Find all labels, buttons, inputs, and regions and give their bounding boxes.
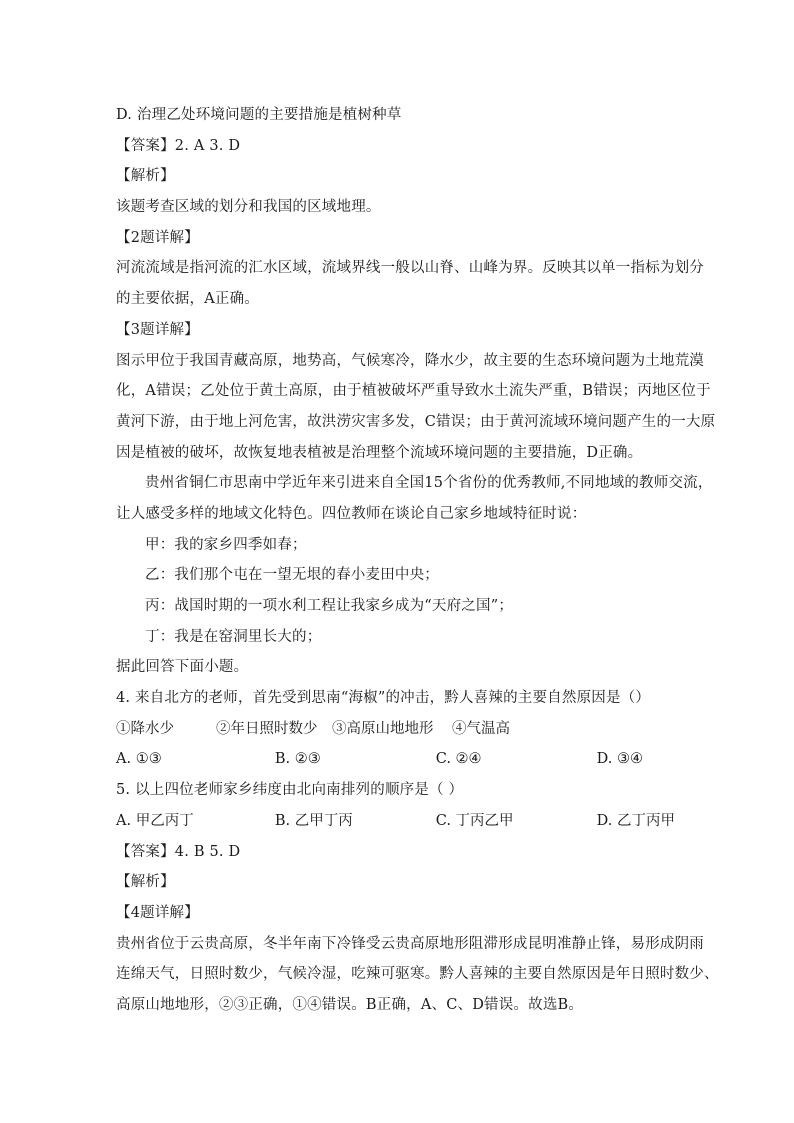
option-choice[interactable]: D. 乙丁丙甲 — [596, 812, 675, 829]
option-choice[interactable]: C. ②④ — [435, 751, 482, 768]
option-d-line: D. 治理乙处环境问题的主要措施是植树种草 — [116, 107, 402, 123]
option-choice[interactable]: C. 丁丙乙甲 — [435, 812, 514, 829]
document-page — [116, 100, 719, 1021]
factor-item: ④气温高 — [452, 720, 510, 737]
analysis-heading-1: 【解析】 — [116, 168, 175, 185]
analysis-heading-2: 【解析】 — [116, 874, 175, 891]
question-2-detail-line: 河流流域是指河流的汇水区域，流域界线一般以山脊、山峰为界。反映其以单一指标为划分 — [116, 260, 704, 277]
answer-4-5: 【答案】4. B 5. D — [116, 843, 241, 860]
question-3-detail-line: 化，A错误；乙处位于黄土高原，由于植被破坏严重导致水土流失严重，B错误；丙地区位于 — [116, 383, 711, 400]
teacher-jia-statement: 甲：我的家乡四季如春； — [145, 536, 307, 553]
answer-2-3: 【答案】2. A 3. D — [116, 137, 241, 154]
question-4-detail-line: 连绵天气，日照时数少，气候冷湿，吃辣可驱寒。黔人喜辣的主要自然原因是年日照时数少、 — [116, 966, 719, 983]
question-3-detail-line: 图示甲位于我国青藏高原，地势高，气候寒冷，降水少，故主要的生态环境问题为土地荒漠 — [116, 352, 704, 369]
question-2-detail-line: 的主要依据，A正确。 — [116, 291, 259, 308]
question-3-detail-line: 黄河下游，由于地上河危害，故洪涝灾害多发，C错误；由于黄河流域环境问题产生的一大原 — [116, 413, 716, 430]
question-4-detail-heading: 【4题详解】 — [116, 904, 199, 921]
option-choice[interactable]: D. ③④ — [596, 751, 643, 768]
question-4-factors — [116, 714, 686, 745]
teacher-bing-statement: 丙：战国时期的一项水利工程让我家乡成为“天府之国”； — [145, 598, 514, 614]
intro-paragraph-line: 贵州省铜仁市思南中学近年来引进来自全国15个省份的优秀教师,不同地域的教师交流， — [145, 475, 713, 492]
intro-paragraph-line: 让人感受多样的地域文化特色。四位教师在谈论自己家乡地域特征时说： — [116, 505, 587, 522]
question-4: 4. 来自北方的老师，首先受到思南“海椒”的冲击，黔人喜辣的主要自然原因是（） — [116, 690, 651, 707]
option-choice[interactable]: A. 甲乙丙丁 — [116, 812, 194, 829]
teacher-ding-statement: 丁：我是在窑洞里长大的； — [145, 628, 322, 645]
analysis-text-1: 该题考查区域的划分和我国的区域地理。 — [116, 199, 381, 216]
question-2-detail-heading: 【2题详解】 — [116, 229, 199, 246]
factor-item: ②年日照时数少 — [216, 720, 318, 737]
factor-item: ①降水少 — [116, 720, 174, 737]
question-5-options — [116, 806, 686, 837]
factor-item: ③高原山地地形 — [332, 720, 434, 737]
option-choice[interactable]: B. 乙甲丁丙 — [274, 812, 353, 829]
option-choice[interactable]: A. ①③ — [116, 751, 162, 768]
question-4-detail-line: 高原山地地形，②③正确，①④错误。B正确，A、C、D错误。故选B。 — [116, 996, 584, 1013]
question-5: 5. 以上四位老师家乡纬度由北向南排列的顺序是（ ） — [116, 782, 464, 799]
question-4-options — [116, 744, 686, 775]
question-3-detail-line: 因是植被的破坏，故恢复地表植被是治理整个流域环境问题的主要措施，D正确。 — [116, 444, 643, 461]
question-4-detail-line: 贵州省位于云贵高原，冬半年南下冷锋受云贵高原地形阻滞形成昆明准静止锋，易形成阴雨 — [116, 935, 704, 952]
teacher-yi-statement: 乙：我们那个屯在一望无垠的春小麦田中央； — [145, 567, 439, 584]
answer-prompt: 据此回答下面小题。 — [116, 659, 249, 676]
question-3-detail-heading: 【3题详解】 — [116, 321, 199, 338]
option-choice[interactable]: B. ②③ — [274, 751, 321, 768]
